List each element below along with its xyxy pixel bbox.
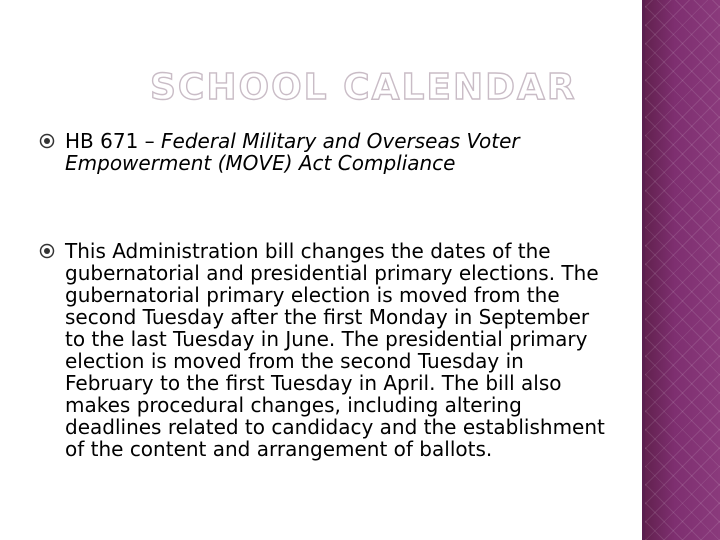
circled-dot-bullet-icon [38,132,56,150]
bullet-text-description: This Administration bill changes the dates of the gubernatorial and presidential primary elections. The gubernatorial primary election is moved from the second Tuesday after the first Monday in September to the last Tuesday in June. The presidential primary election is moved from the second Tuesday in February to the first Tuesday in April. The bill also makes procedural changes, including altering deadlines related to candidacy and the establishment of the content and arrangement of ballots. [65,239,605,461]
bill-title: Federal Military and Overseas Voter Empowerment (MOVE) Act Compliance [65,129,520,175]
circled-dot-bullet-icon [38,242,56,260]
bill-number: HB 671 – [65,129,162,153]
decorative-side-panel [645,0,720,540]
bullet-text-bill [65,130,610,174]
slide-title: SCHOOL CALENDAR [150,67,577,108]
